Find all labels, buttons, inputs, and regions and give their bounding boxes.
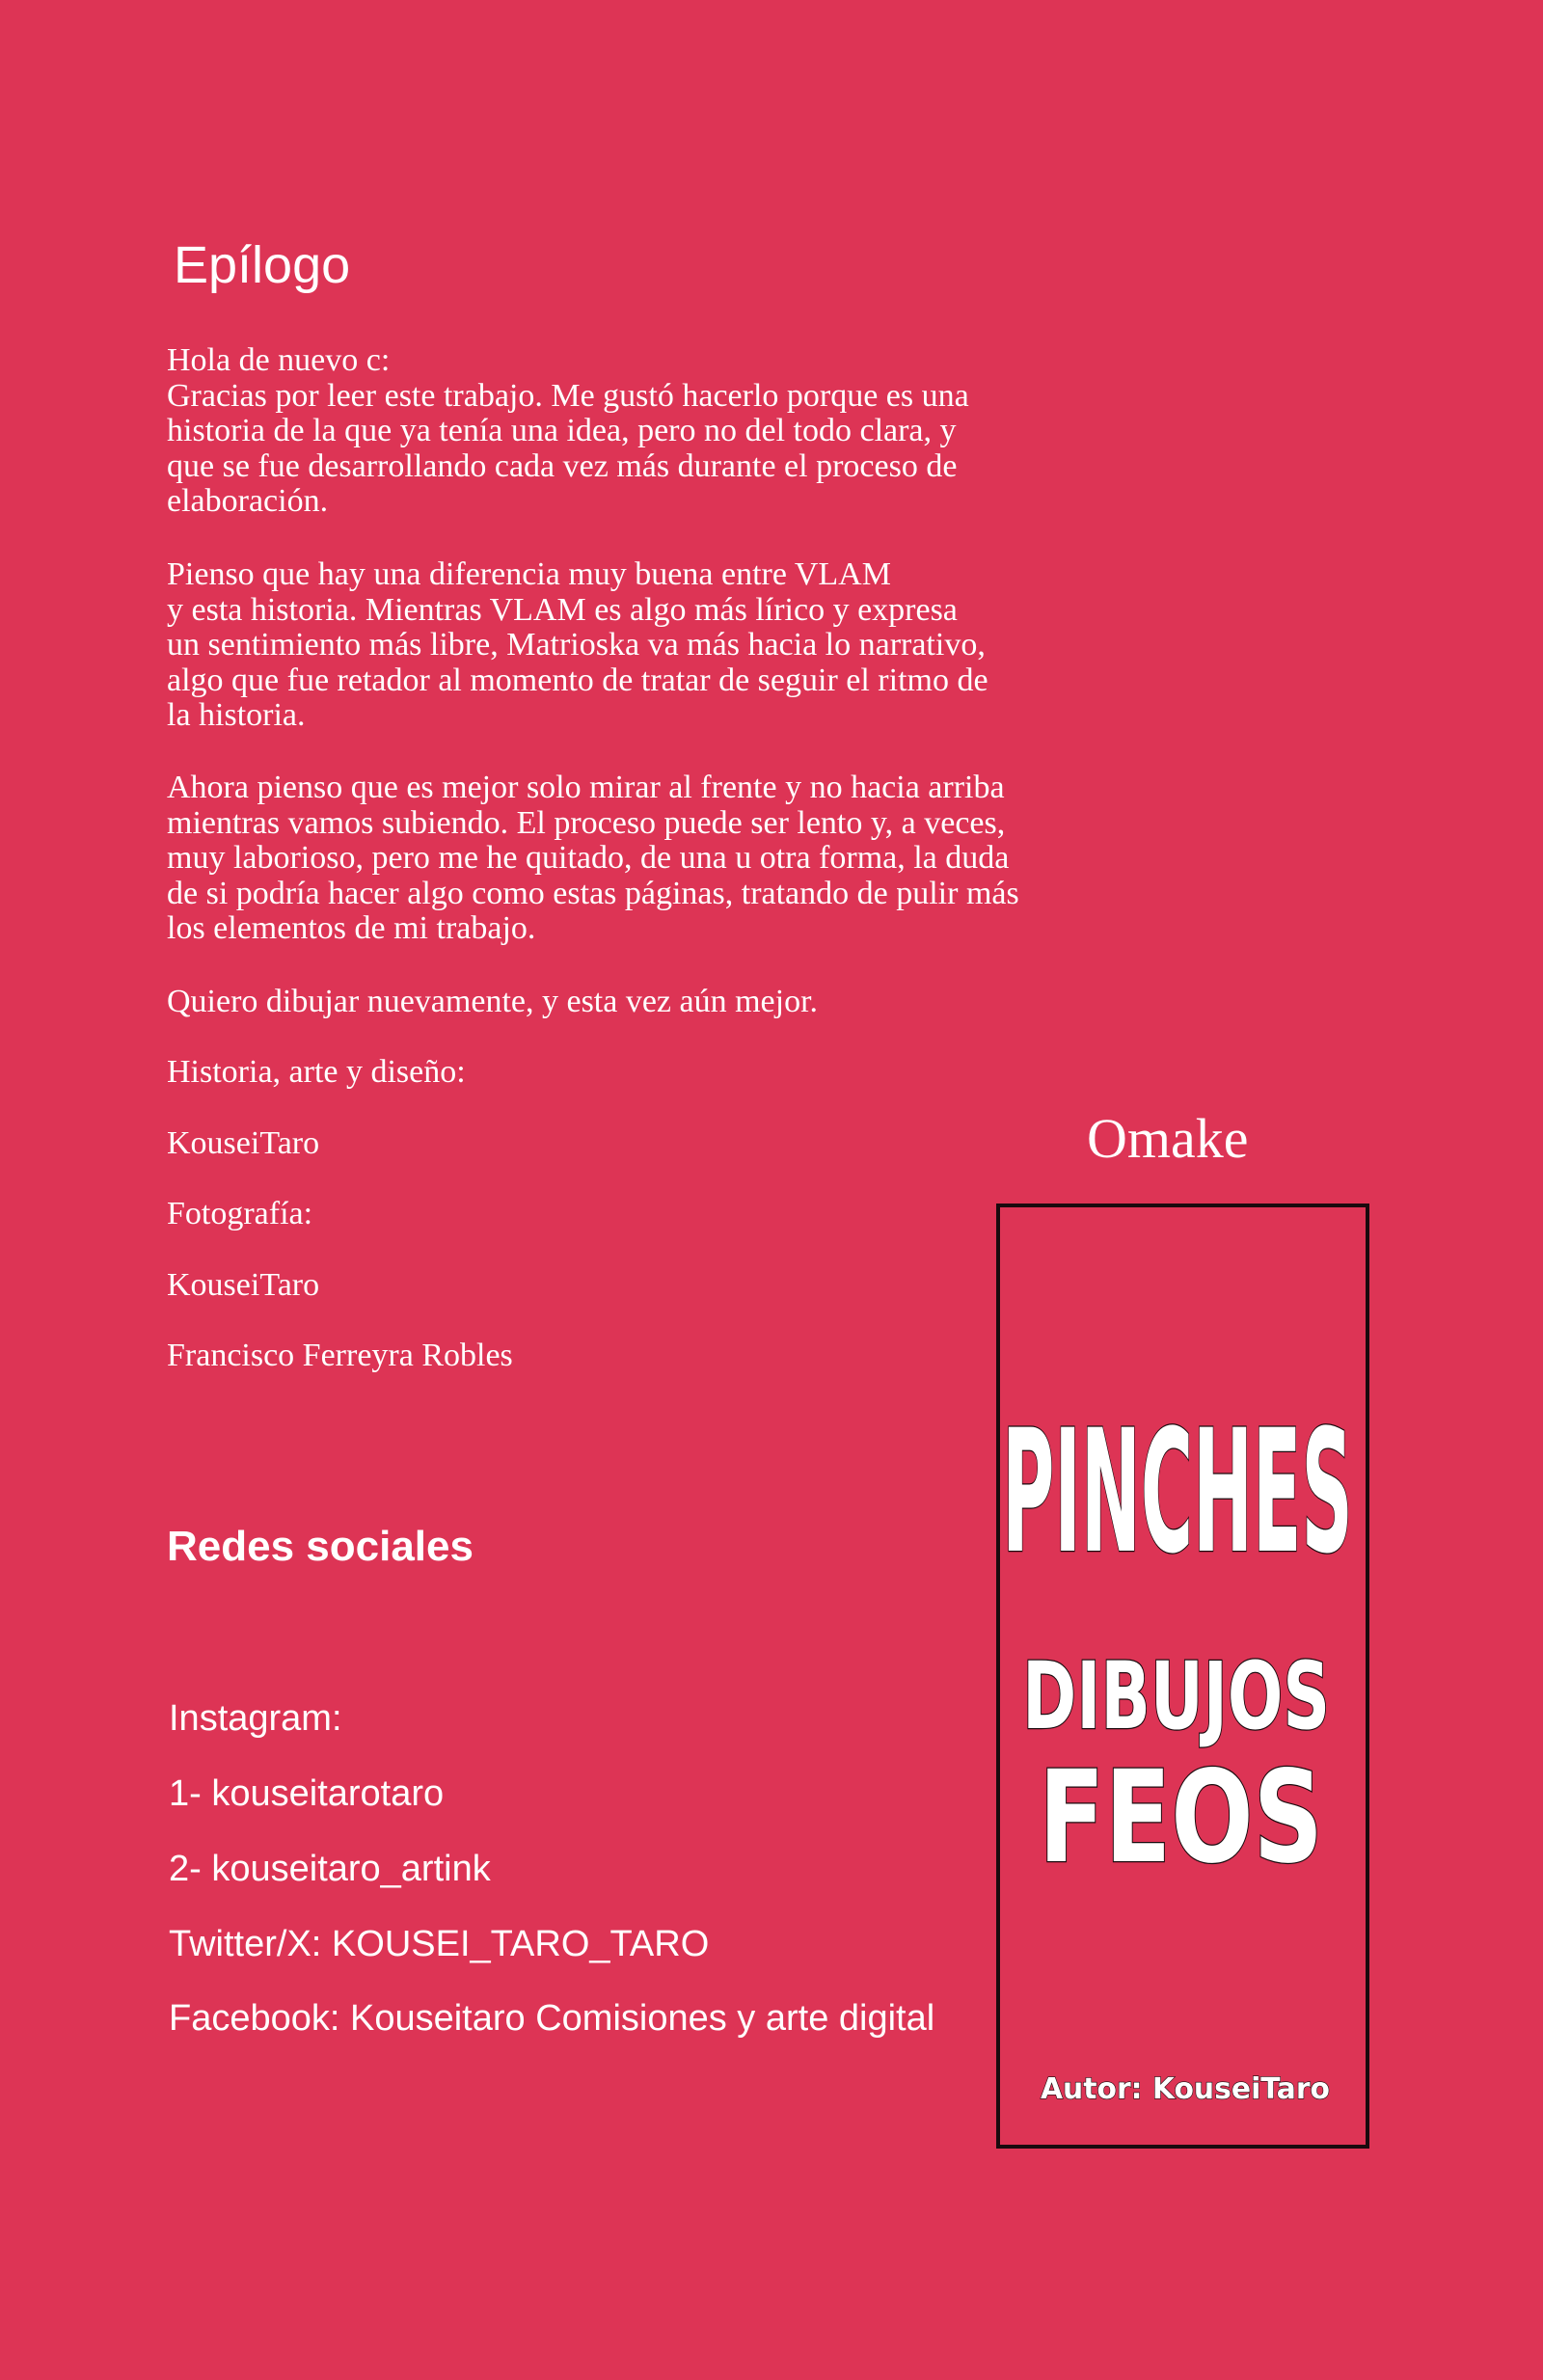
epilogue-title: Epílogo [174,236,351,294]
credits-story-label: Historia, arte y diseño: [167,1054,466,1090]
cover-title-line-1: PINCHES [1002,1393,1353,1592]
omake-cover [996,1204,1369,2149]
social-facebook: Facebook: Kouseitaro Comisiones y arte digital [169,1998,935,2039]
credits-photo-author-1: KouseiTaro [167,1267,320,1303]
social-instagram-label: Instagram: [169,1698,342,1739]
epilogue-paragraph-4: Quiero dibujar nuevamente, y esta vez aún mejor. [167,984,819,1019]
cover-title-line-3: FEOS [1039,1743,1323,1892]
social-twitter: Twitter/X: KOUSEI_TARO_TARO [169,1924,710,1964]
credits-photo-label: Fotografía: [167,1196,313,1231]
epilogue-paragraph-2: Pienso que hay una diferencia muy buena entre VLAM y esta historia. Mientras VLAM es algo más lírico y expresa un sentimiento más libre, Matrioska va más hacia lo narrativo, algo que fue retador al momento de tratar de seguir el ritmo de la historia. [167,556,988,733]
omake-cover-art [1000,1207,1366,2145]
omake-title: Omake [1087,1107,1249,1170]
cover-title-line-2: DIBUJOS [1022,1643,1331,1751]
social-instagram-2: 2- kouseitaro_artink [169,1849,491,1889]
credits-story-author: KouseiTaro [167,1125,320,1161]
social-instagram-1: 1- kouseitarotaro [169,1773,445,1814]
epilogue-paragraph-1: Hola de nuevo c: Gracias por leer este trabajo. Me gustó hacerlo porque es una historia de la que ya tenía una idea, pero no del todo clara, y que se fue desarrollando cada vez más durante el proceso de elaboración. [167,342,969,519]
epilogue-paragraph-3: Ahora pienso que es mejor solo mirar al frente y no hacia arriba mientras vamos subiendo. El proceso puede ser lento y, a veces, muy laborioso, pero me he quitado, de una u otra forma, la duda de si podría hacer algo como estas páginas, tratando de pulir más los elementos de mi trabajo. [167,770,1019,946]
cover-author: Autor: KouseiTaro [1041,2072,1330,2106]
social-title: Redes sociales [167,1523,474,1570]
credits-photo-author-2: Francisco Ferreyra Robles [167,1338,513,1373]
